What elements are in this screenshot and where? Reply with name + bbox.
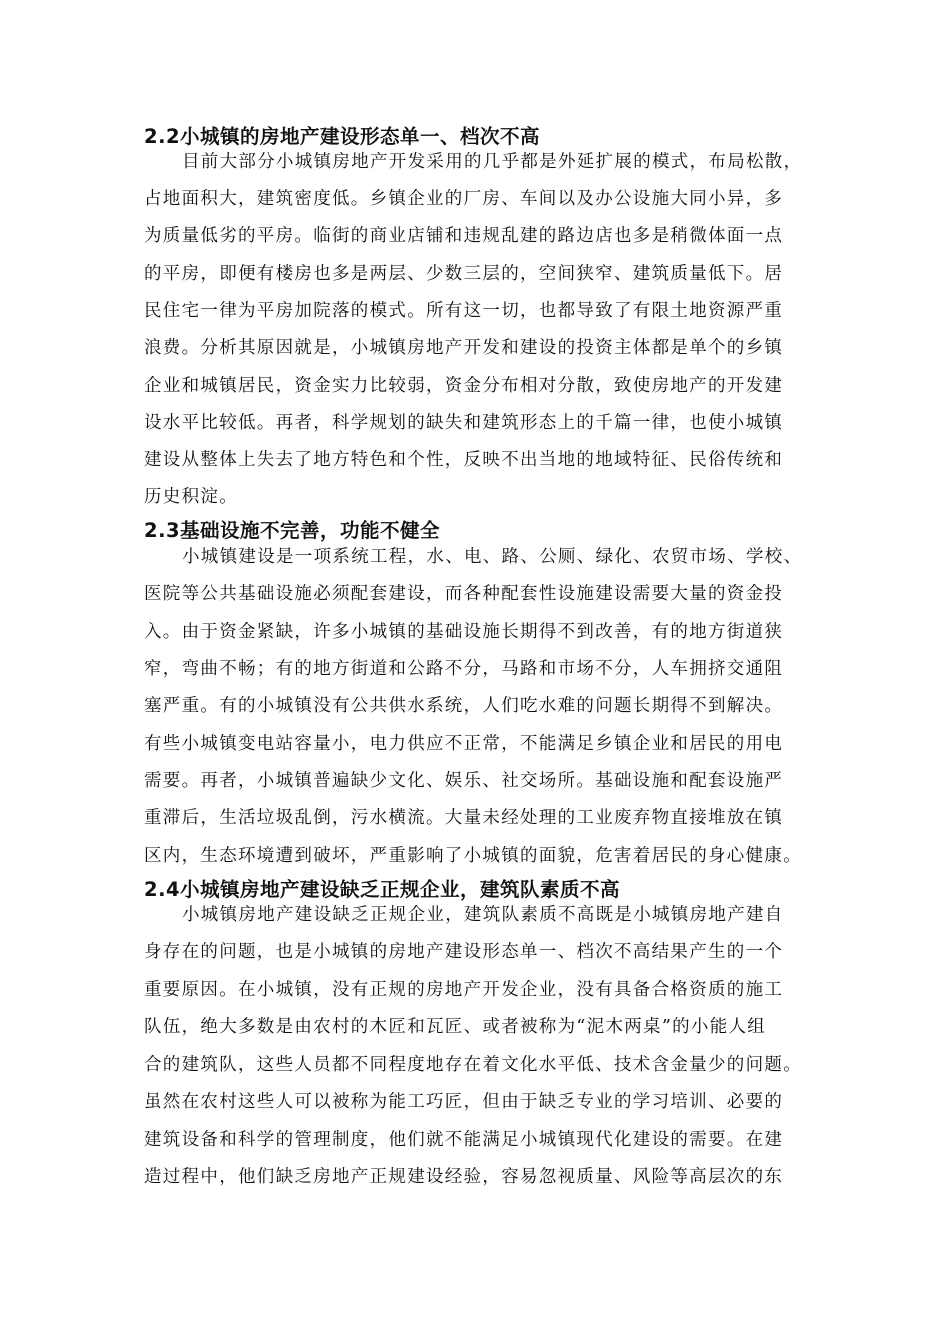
paragraph-line: 浪费。分析其原因就是，小城镇房地产开发和建设的投资主体都是单个的乡镇 xyxy=(144,338,784,358)
paragraph-line: 窄，弯曲不畅；有的地方街道和公路不分，马路和市场不分，人车拥挤交通阻 xyxy=(144,659,784,679)
section-heading: 2.4小城镇房地产建设缺乏正规企业，建筑队素质不高 xyxy=(144,878,621,901)
paragraph-line: 小城镇房地产建设缺乏正规企业，建筑队素质不高既是小城镇房地产建自 xyxy=(182,905,784,925)
paragraph-line: 重要原因。在小城镇，没有正规的房地产开发企业，没有具备合格资质的施工 xyxy=(144,980,784,1000)
section-heading: 2.3基础设施不完善，功能不健全 xyxy=(144,519,441,542)
paragraph-line: 队伍，绝大多数是由农村的木匠和瓦匠、或者被称为“泥木两桌”的小能人组 xyxy=(144,1017,767,1037)
paragraph-line: 目前大部分小城镇房地产开发采用的几乎都是外延扩展的模式，布局松散， xyxy=(182,152,803,172)
paragraph-line: 塞严重。有的小城镇没有公共供水系统，人们吃水难的问题长期得不到解决。 xyxy=(144,696,784,716)
paragraph-line: 有些小城镇变电站容量小，电力供应不正常，不能满足乡镇企业和居民的用电 xyxy=(144,734,784,754)
paragraph-line: 建设从整体上失去了地方特色和个性，反映不出当地的地域特征、民俗传统和 xyxy=(144,450,784,470)
paragraph-line: 造过程中，他们缺乏房地产正规建设经验，容易忽视质量、风险等高层次的东 xyxy=(144,1167,784,1187)
paragraph-line: 合的建筑队，这些人员都不同程度地存在着文化水平低、技术含金量少的问题。 xyxy=(144,1055,802,1075)
paragraph-line: 占地面积大，建筑密度低。乡镇企业的厂房、车间以及办公设施大同小异，多 xyxy=(144,189,784,209)
paragraph-line: 区内，生态环境遭到破坏，严重影响了小城镇的面貌，危害着居民的身心健康。 xyxy=(144,846,802,866)
paragraph-line: 民住宅一律为平房加院落的模式。所有这一切，也都导致了有限土地资源严重 xyxy=(144,301,784,321)
paragraph-line: 企业和城镇居民，资金实力比较弱，资金分布相对分散，致使房地产的开发建 xyxy=(144,376,784,396)
paragraph-line: 小城镇建设是一项系统工程，水、电、路、公厕、绿化、农贸市场、学校、 xyxy=(182,547,803,567)
paragraph-line: 身存在的问题，也是小城镇的房地产建设形态单一、档次不高结果产生的一个 xyxy=(144,942,784,962)
paragraph-line: 为质量低劣的平房。临街的商业店铺和违规乱建的路边店也多是稍微体面一点 xyxy=(144,226,784,246)
paragraph-line: 医院等公共基础设施必须配套建设，而各种配套性设施建设需要大量的资金投 xyxy=(144,584,784,604)
paragraph-line: 设水平比较低。再者，科学规划的缺失和建筑形态上的千篇一律，也使小城镇 xyxy=(144,413,784,433)
paragraph-line: 历史积淀。 xyxy=(144,487,238,507)
paragraph-line: 建筑设备和科学的管理制度，他们就不能满足小城镇现代化建设的需要。在建 xyxy=(144,1130,784,1150)
paragraph-line: 的平房，即便有楼房也多是两层、少数三层的，空间狭窄、建筑质量低下。居 xyxy=(144,264,784,284)
paragraph-line: 需要。再者，小城镇普遍缺少文化、娱乐、社交场所。基础设施和配套设施严 xyxy=(144,771,784,791)
paragraph-line: 重滞后，生活垃圾乱倒，污水横流。大量未经处理的工业废弃物直接堆放在镇 xyxy=(144,808,784,828)
paragraph-line: 虽然在农村这些人可以被称为能工巧匠，但由于缺乏专业的学习培训、必要的 xyxy=(144,1092,784,1112)
section-heading: 2.2小城镇的房地产建设形态单一、档次不高 xyxy=(144,125,541,148)
paragraph-line: 入。由于资金紧缺，许多小城镇的基础设施长期得不到改善，有的地方街道狭 xyxy=(144,622,784,642)
